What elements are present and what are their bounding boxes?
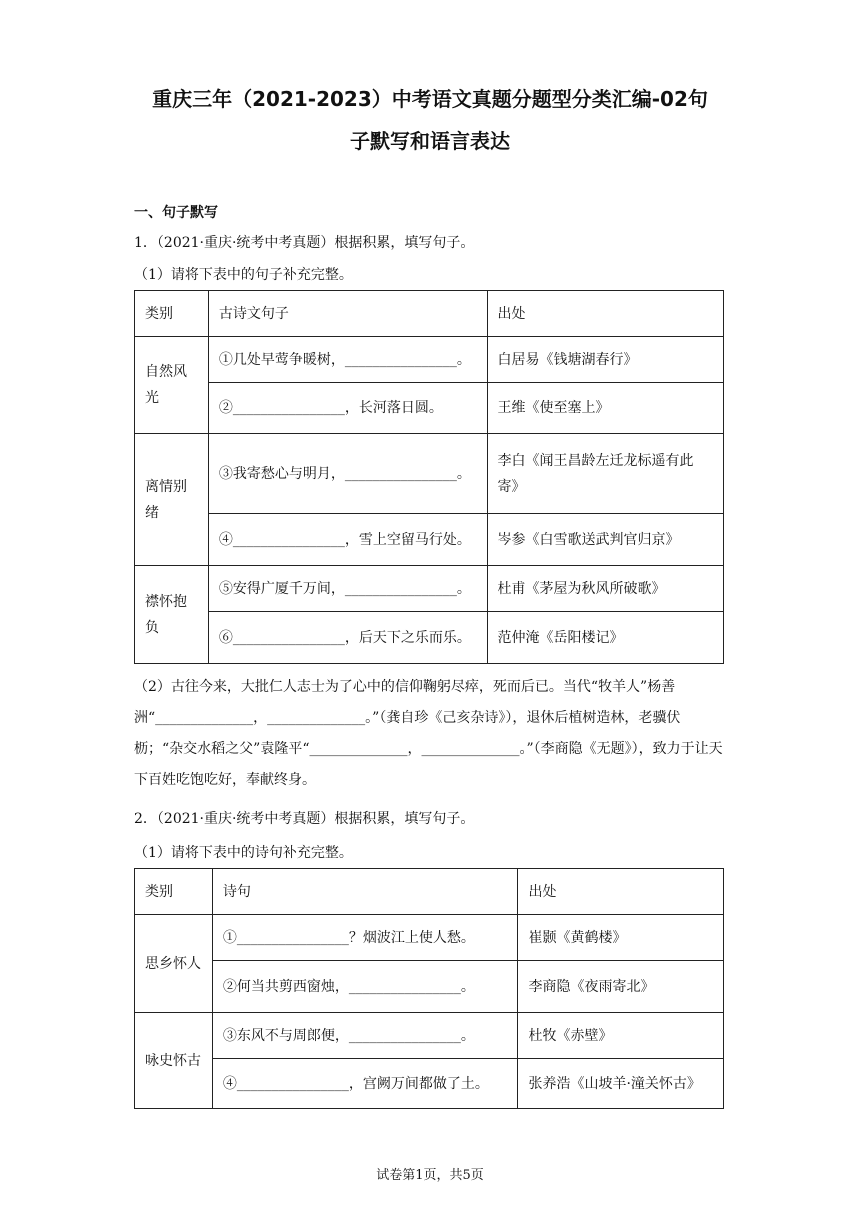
question-2-prompt: 2．（2021·重庆·统考中考真题）根据积累，填写句子。 [134,811,475,827]
table-row [135,434,724,514]
source-cell: 张养浩《山坡羊·潼关怀古》 [518,1059,724,1109]
table-row [135,1013,724,1059]
category-cell: 离情别绪 [135,434,209,566]
table-row [135,915,724,961]
table-row [135,1059,724,1109]
header-source: 出处 [518,869,724,915]
sentence-cell: ②何当共剪西窗烛，________________。 [212,961,518,1013]
sentence-cell: ④________________，宫阙万间都做了土。 [212,1059,518,1109]
sentence-cell: ⑥________________，后天下之乐而乐。 [208,612,487,664]
table-row [135,612,724,664]
category-cell: 自然风光 [135,337,209,434]
header-sentence: 古诗文句子 [208,291,487,337]
category-cell: 思乡怀人 [135,915,213,1013]
source-cell: 白居易《钱塘湖春行》 [487,337,723,383]
sentence-cell: ④________________，雪上空留马行处。 [208,514,487,566]
table-row [135,514,724,566]
source-cell: 杜牧《赤壁》 [518,1013,724,1059]
table-row [135,383,724,434]
table-1 [134,290,724,664]
table-row [135,566,724,612]
table-header-row [135,291,724,337]
table-header-row [135,869,724,915]
page-footer: 试卷第1页，共5页 [376,1168,484,1183]
header-sentence: 诗句 [212,869,518,915]
category-cell: 咏史怀古 [135,1013,213,1109]
table-row [135,961,724,1013]
table-row [135,337,724,383]
question-2-sub1: （1）请将下表中的诗句补充完整。 [134,845,353,861]
header-source: 出处 [487,291,723,337]
source-cell: 杜甫《茅屋为秋风所破歌》 [487,566,723,612]
sentence-cell: ⑤安得广厦千万间，________________。 [208,566,487,612]
sentence-cell: ①几处早莺争暖树，________________。 [208,337,487,383]
sentence-cell: ②________________，长河落日圆。 [208,383,487,434]
sentence-cell: ①________________？烟波江上使人愁。 [212,915,518,961]
header-category: 类别 [135,291,209,337]
title-line-1: 重庆三年（2021-2023）中考语文真题分题型分类汇编-02句 [152,87,708,111]
source-cell: 范仲淹《岳阳楼记》 [487,612,723,664]
sentence-cell: ③东风不与周郎便，________________。 [212,1013,518,1059]
category-cell: 襟怀抱负 [135,566,209,664]
question-1-prompt: 1．（2021·重庆·统考中考真题）根据积累，填写句子。 [134,235,475,251]
title-line-2: 子默写和语言表达 [350,129,510,153]
source-cell: 崔颢《黄鹤楼》 [518,915,724,961]
source-cell: 岑参《白雪歌送武判官归京》 [487,514,723,566]
source-cell: 李商隐《夜雨寄北》 [518,961,724,1013]
sentence-cell: ③我寄愁心与明月，________________。 [208,434,487,514]
header-category: 类别 [135,869,213,915]
section-heading: 一、句子默写 [134,205,218,221]
question-1-sub1: （1）请将下表中的句子补充完整。 [134,267,353,283]
question-1-sub2: （2）古往今来，大批仁人志士为了心中的信仰鞠躬尽瘁，死而后已。当代“牧羊人”杨善洲“______________，______________。”（龚自珍《己亥杂诗》），退休后植树造林，老骥伏枥；“杂交水稻之父”袁隆平“______________，______________。”（李商隐《无题》），致力于让天下百姓吃饱吃好，奉献终身。 [134,679,723,788]
source-cell: 李白《闻王昌龄左迁龙标遥有此寄》 [487,434,723,514]
table-2 [134,868,724,1109]
source-cell: 王维《使至塞上》 [487,383,723,434]
page-title [120,78,740,162]
